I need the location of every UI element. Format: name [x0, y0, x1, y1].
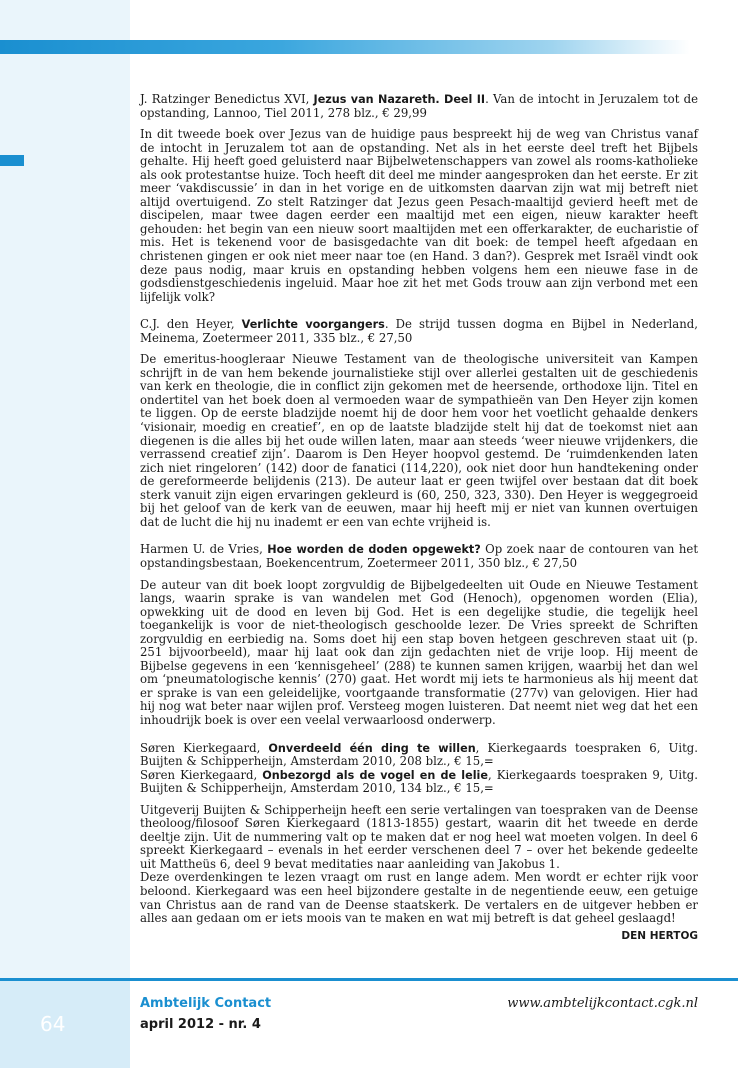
- book-title: Verlichte voorgangers: [241, 318, 385, 332]
- review-reference-de-vries: [140, 543, 698, 570]
- ref-details: Op zoek naar de contouren van het opstandingsbestaan, Boekencentrum, Zoetermeer 2011, 350 blz., € 27,50: [140, 542, 699, 570]
- ref-details: . De strijd tussen dogma en Bijbel in Nederland, Meinema, Zoetermeer 2011, 335 blz., € 27,50: [140, 317, 698, 345]
- review-text-de-vries: De auteur van dit boek loopt zorgvuldig de Bijbelgedeelten uit Oude en Nieuwe Testament langs, waarin sprake is van wandelen met God (Henoch), opgenomen worden (Elia), opwekking uit de dood en leven bij God. Het is een degelijke studie, die tegelijk heel toegankelijk is voor de niet-theologisch geschoolde lezer. De Vries spreekt de Schriften zorgvuldig en eerbiedig na. Soms doet hij een stap boven hetgeen geschreven staat uit (p. 251 bijvoorbeeld), maar hij laat ook dan zijn gedachten niet de vrije loop. Hij meent de Bijbelse gegevens in een ‘kennisgeheel’ (288) te kunnen samen krijgen, waarbij het dan wel om ‘pneumatologische kennis’ (270) gaat. Het wordt mij iets te harmonieus als hij meent dat er sprake is van een geleidelijke, voortgaande transformatie (277v) van gelovigen. Hier had hij nog wat beter naar wijlen prof. Versteeg mogen luisteren. Dat neemt niet weg dat het een inhoudrijk boek is over een veelal verwaarloosd onderwerp.: [140, 577, 698, 727]
- page-number: 64: [40, 1012, 66, 1036]
- review-reference-kierkegaard-6: [140, 742, 698, 769]
- review-text-den-heyer: De emeritus-hoogleraar Nieuwe Testament van de theologische universiteit van Kampen schrijft in de van hem bekende journalistieke stijl over allerlei gestalten uit de geschiedenis van kerk en theologie, die in conflict zijn gekomen met de heersende, orthodoxe lijn. Titel en ondertitel van het boek doen al vermoeden waar de sympathieën van Den Heyer zijn komen te liggen. Op de eerste bladzijde noemt hij de door hem voor het voetlicht gehaalde denkers ‘visionair, moedig en creatief’, en op de laatste bladzijde stelt hij dat de toekomst niet aan diegenen is die alles bij het oude willen laten, maar aan steeds ‘weer nieuwe vrijdenkers, die verrassend creatief zijn’. Daarom is Den Heyer hoopvol gestemd. De ‘ruimdenkenden laten zich niet ringeloren’ (142) door de fanatici (114,220), ook niet door hun handtekening onder de gereformeerde belijdenis (213). De auteur laat er geen twijfel over bestaan dat dit boek sterk vanuit zijn eigen ervaringen gekleurd is (60, 250, 323, 330). Den Heyer is weggegroeid bij het geloof van de kerk van de eeuwen, maar hij heeft mij er niet van kunnen overtuigen dat de lucht die hij nu inademt er een van echte vrijheid is.: [140, 352, 698, 529]
- review-text-kierkegaard-part1: Uitgeverij Buijten & Schipperheijn heeft een serie vertalingen van toespraken van de Deense theoloog/filosoof Søren Kierkegaard (1813-1855) gestart, waarin dit het tweede en derde deeltje zijn. Uit de nummering valt op te maken dat er nog heel wat moeten volgen. In deel 6 spreekt Kierkegaard – evenals in het eerder verschenen deel 7 – over het bekende gedeelte uit Mattheüs 6, deel 9 bevat meditaties naar aanleiding van Jakobus 1.: [140, 802, 698, 871]
- website-link[interactable]: www.ambtelijkcontact.cgk.nl: [507, 996, 698, 1011]
- review-text-kierkegaard-part2: Deze overdenkingen te lezen vraagt om rust en lange adem. Men wordt er echter rijk voor beloond. Kierkegaard was een heel bijzondere gestalte in de negentiende eeuw, een getuige van Christus aan de rand van de Deense staatskerk. De vertalers en de uitgever hebben er alles aan gedaan om er iets moois van te maken en wat mij betreft is dat geheel geslaagd!: [140, 870, 698, 926]
- review-column: [140, 93, 698, 943]
- ref-details: , Kierkegaards toespraken 6, Uitg. Buijten & Schipperheijn, Amsterdam 2010, 208 blz., € 15,=: [140, 740, 698, 769]
- issue-label: april 2012 - nr. 4: [140, 1017, 261, 1032]
- review-text-ratzinger: In dit tweede boek over Jezus van de huidige paus bespreekt hij de weg van Christus vanaf de intocht in Jeruzalem tot aan de opstanding. Net als in het eerste deel treft het Bijbels gehalte. Hij heeft goed geluisterd naar Bijbelwetenschappers van zowel als rooms-katholieke als ook protestantse huize. Toch heeft dit deel me minder aangesproken dan het eerste. Er zit meer ‘vakdiscussie’ in dan in het vorige en de uitkomsten daarvan zijn wat mij betreft niet altijd overtuigend. Zo stelt Ratzinger dat Jezus geen Pesach-maaltijd gevierd heeft met de discipelen, maar twee dagen eerder een maaltijd met een eigen, nieuw karakter heeft gehouden: het begin van een nieuw soort maaltijden met een offerkarakter, de eucharistie of mis. Het is tekenend voor de basisgedachte van dit boek: de tempel heeft afgedaan en christenen gingen er ook niet meer naar toe (en Hand. 3 dan?). Gesprek met Israël vindt ook deze paus nodig, maar kruis en opstanding hebben volgens hem een nieuwe fase in de godsdienstgeschiedenis ingeluid. Maar hoe zit het met Gods trouw aan zijn verbond met een lijfelijk volk?: [140, 127, 698, 304]
- book-title: Onverdeeld één ding te willen: [268, 741, 476, 755]
- book-title: Jezus van Nazareth. Deel II: [313, 93, 486, 106]
- ref-author: Søren Kierkegaard,: [140, 740, 269, 755]
- review-reference-kierkegaard-9: [140, 769, 698, 796]
- review-reference-ratzinger: [140, 93, 698, 120]
- journal-name: Ambtelijk Contact: [140, 996, 272, 1011]
- ref-details: , Kierkegaards toespraken 9, Uitg. Buijten & Schipperheijn, Amsterdam 2010, 134 blz., € 15,=: [140, 767, 698, 796]
- side-marker: [0, 155, 24, 166]
- header-gradient-bar: [0, 40, 690, 54]
- ref-author: C.J. den Heyer,: [140, 317, 242, 332]
- ref-author: J. Ratzinger Benedictus XVI,: [140, 92, 314, 106]
- review-reference-den-heyer: [140, 318, 698, 345]
- book-title: Hoe worden de doden opgewekt?: [267, 543, 481, 557]
- ref-details: . Van de intocht in Jeruzalem tot de opstanding, Lannoo, Tiel 2011, 278 blz., € 29,99: [140, 92, 698, 120]
- ref-author: Søren Kierkegaard,: [140, 767, 263, 782]
- ref-author: Harmen U. de Vries,: [140, 542, 268, 557]
- author-signature: DEN HERTOG: [621, 929, 698, 942]
- book-title: Onbezorgd als de vogel en de lelie: [262, 768, 488, 782]
